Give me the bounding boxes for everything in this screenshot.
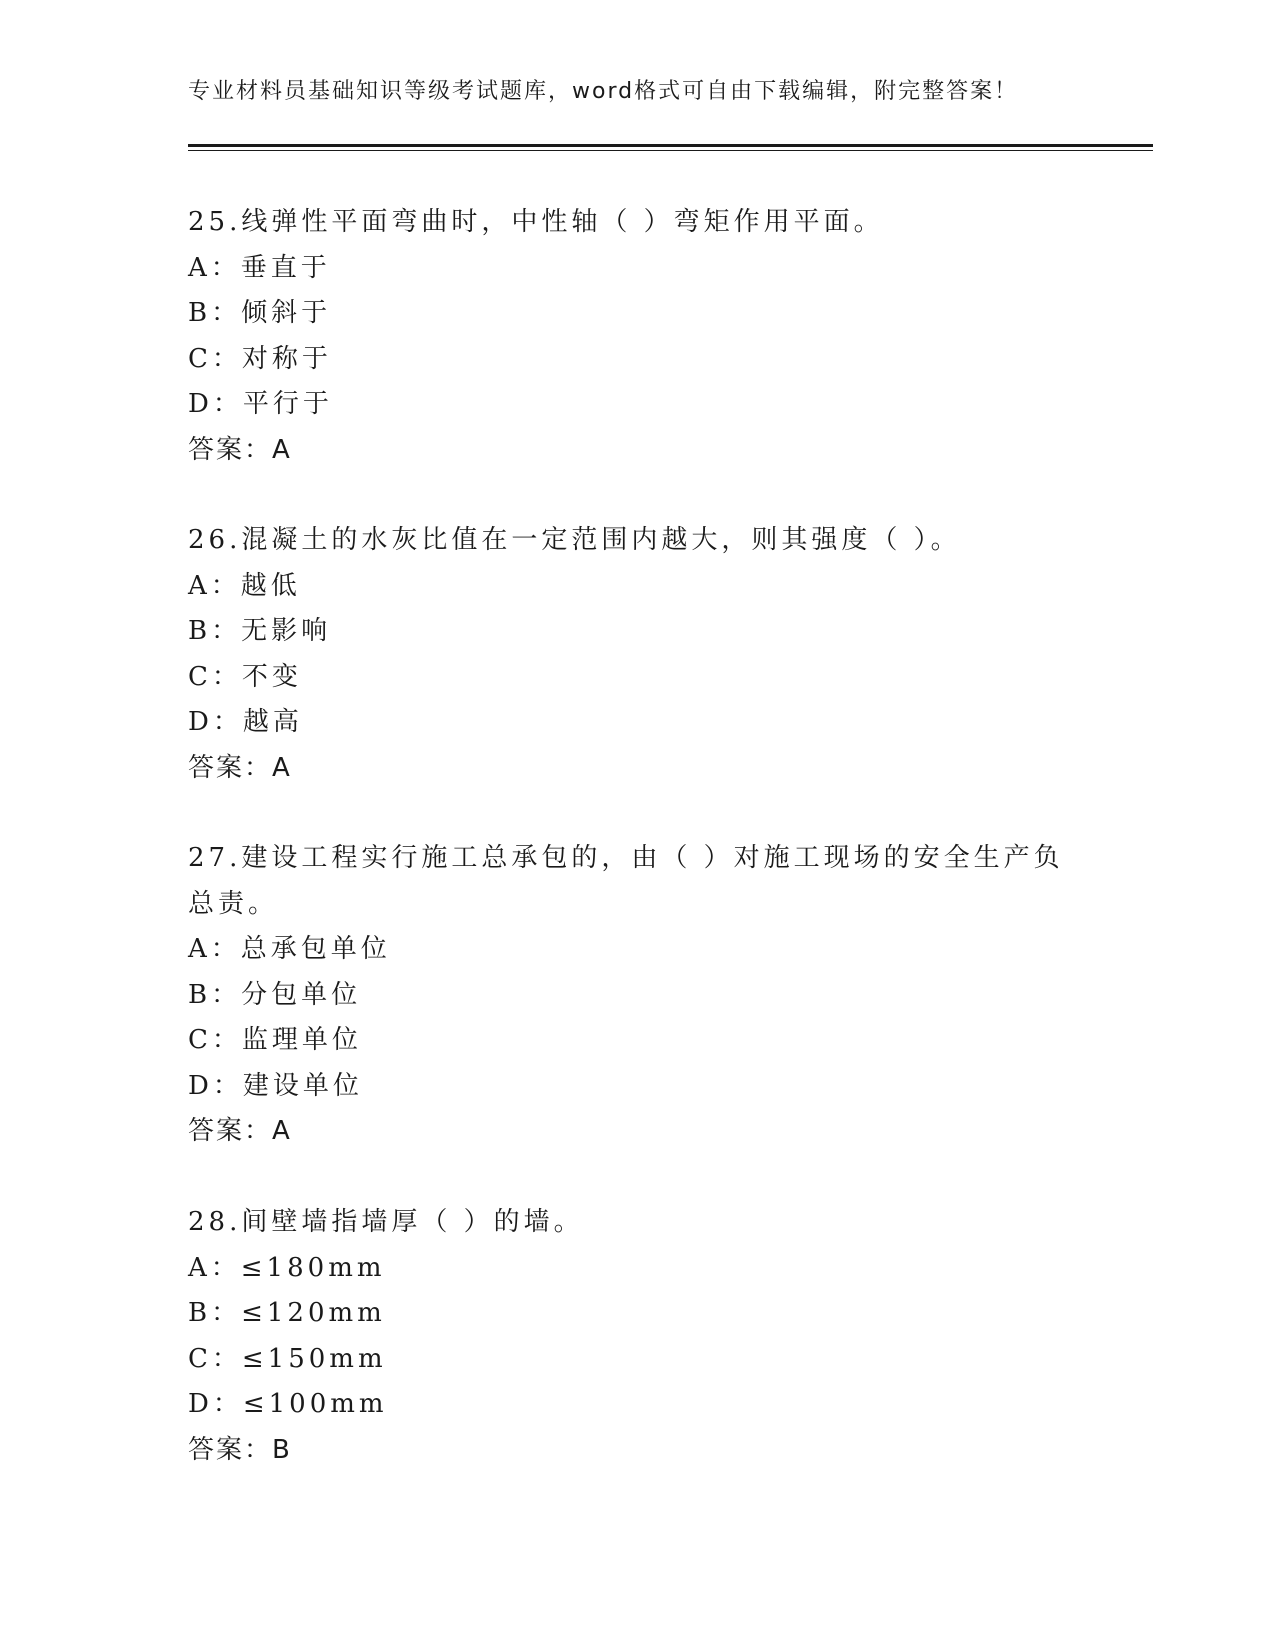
question-stem: 27.建设工程实行施工总承包的，由（ ）对施工现场的安全生产负总责。: [188, 843, 1064, 919]
option-c: C：不变: [188, 661, 302, 692]
option-d: D：越高: [188, 707, 303, 737]
page-header: 专业材料员基础知识等级考试题库，word格式可自由下载编辑，附完整答案！: [188, 79, 1019, 104]
header-divider-thick: [188, 144, 1153, 147]
option-a: A：总承包单位: [188, 934, 391, 964]
option-d: D：建设单位: [188, 1070, 363, 1101]
question-25: [188, 200, 1088, 473]
option-b: B：分包单位: [188, 979, 362, 1010]
option-d: D：≤100mm: [188, 1389, 388, 1419]
option-c: C：监理单位: [188, 1025, 362, 1055]
header-divider-thin: [188, 150, 1153, 151]
question-stem: 28.间壁墙指墙厚（ ）的墙。: [188, 1207, 584, 1237]
option-d: D：平行于: [188, 389, 333, 419]
question-26: [188, 518, 1088, 791]
option-a: A：垂直于: [188, 252, 331, 283]
answer: 答案：A: [188, 752, 292, 783]
option-c: C：对称于: [188, 343, 332, 374]
answer: 答案：B: [188, 1434, 292, 1465]
answer: 答案：A: [188, 1116, 292, 1146]
question-27: [188, 836, 1088, 1155]
question-28: [188, 1200, 1088, 1473]
option-b: B：无影响: [188, 616, 332, 646]
option-a: A：≤180mm: [188, 1252, 386, 1283]
option-b: B：≤120mm: [188, 1298, 386, 1328]
option-c: C：≤150mm: [188, 1343, 387, 1374]
option-a: A：越低: [188, 570, 301, 601]
question-stem: 25.线弹性平面弯曲时，中性轴（ ）弯矩作用平面。: [188, 207, 884, 237]
option-b: B：倾斜于: [188, 298, 332, 328]
answer: 答案：A: [188, 434, 292, 465]
question-stem: 26.混凝土的水灰比值在一定范围内越大，则其强度（ ）。: [188, 525, 961, 555]
